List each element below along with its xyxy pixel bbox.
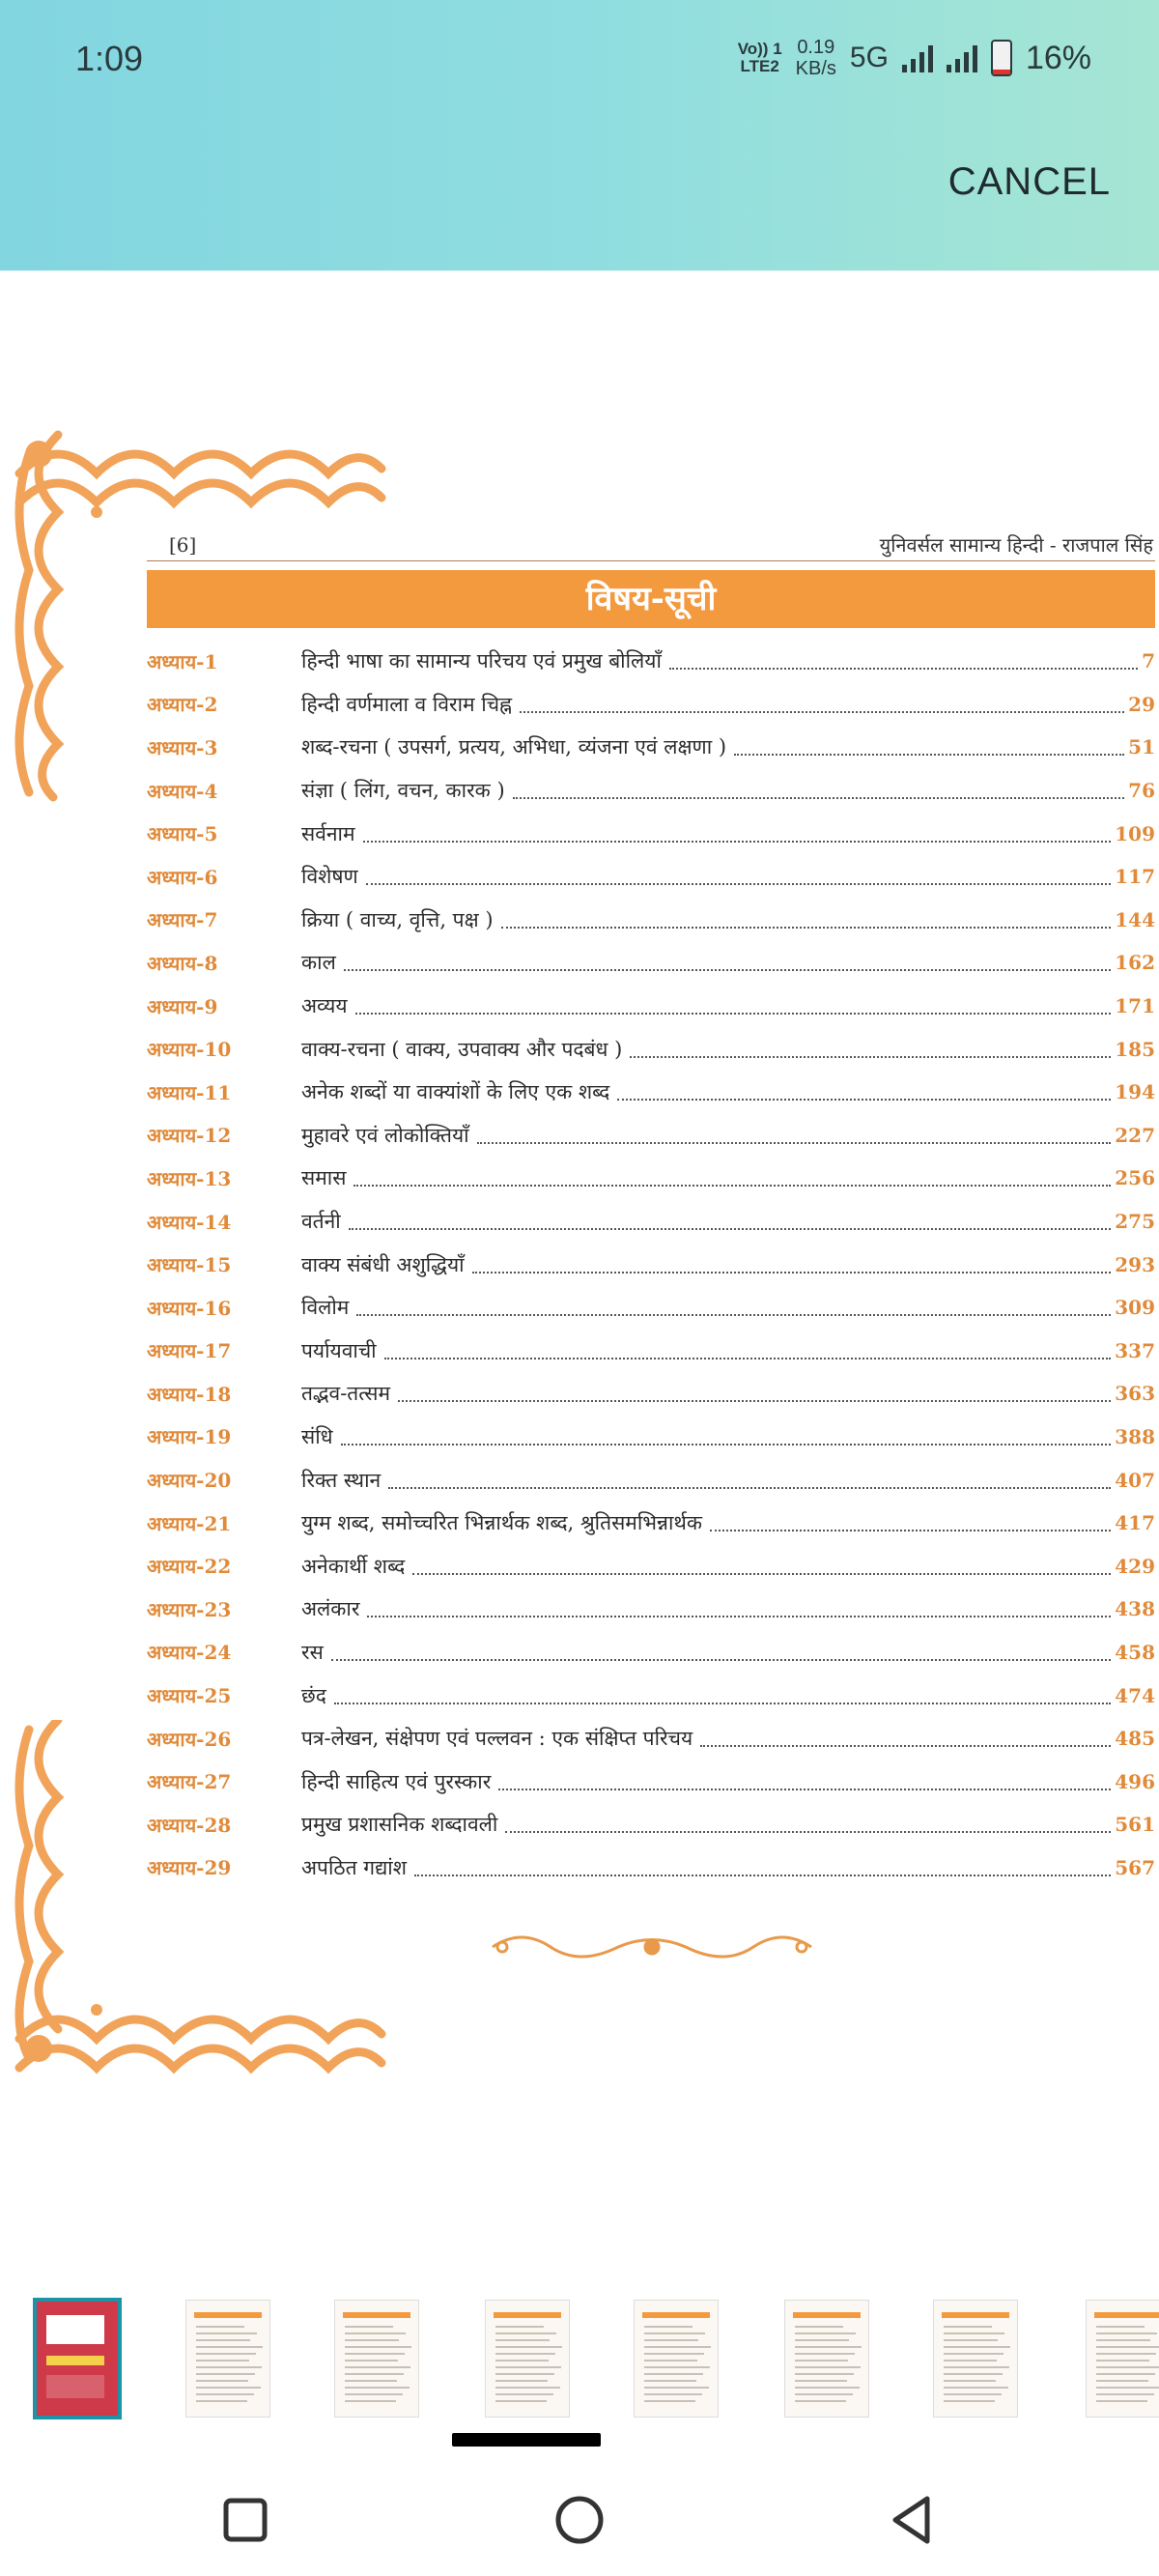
leader-dots — [355, 1013, 1112, 1015]
chapter-page: 388 — [1115, 1424, 1155, 1448]
leader-dots — [414, 1875, 1111, 1876]
table-of-contents — [147, 640, 1155, 1889]
toc-row — [147, 683, 1155, 727]
volte-indicator: Vo)) 1 LTE2 — [737, 40, 782, 75]
leader-dots — [513, 797, 1124, 799]
leader-dots — [366, 883, 1112, 885]
chapter-label: अध्याय-7 — [147, 908, 218, 932]
chapter-page: 227 — [1115, 1123, 1155, 1147]
page-thumbnail[interactable] — [1086, 2300, 1159, 2418]
network-type: 5G — [849, 42, 889, 73]
toc-row — [147, 1027, 1155, 1071]
chapter-title: प्रमुख प्रशासनिक शब्दावली — [301, 1813, 498, 1837]
toc-row — [147, 1114, 1155, 1158]
chapter-page: 194 — [1115, 1080, 1155, 1104]
chapter-page: 275 — [1115, 1210, 1155, 1234]
chapter-label: अध्याय-15 — [147, 1253, 232, 1277]
toc-row — [147, 1760, 1155, 1803]
home-icon[interactable] — [551, 2491, 608, 2549]
chapter-title: संधि — [301, 1424, 333, 1448]
chapter-title: वाक्य-रचना ( वाक्य, उपवाक्य और पदबंध ) — [301, 1037, 623, 1061]
toc-row — [147, 1674, 1155, 1717]
toc-row — [147, 1416, 1155, 1459]
chapter-page: 109 — [1115, 821, 1155, 845]
chapter-page: 51 — [1128, 735, 1155, 759]
chapter-page: 185 — [1115, 1037, 1155, 1061]
leader-dots — [498, 1789, 1111, 1790]
leader-dots — [700, 1745, 1111, 1747]
chapter-page: 309 — [1115, 1296, 1155, 1320]
chapter-title: शब्द-रचना ( उपसर्ग, प्रत्यय, अभिधा, व्यंजना एवं लक्षणा ) — [301, 735, 727, 759]
toc-row — [147, 1846, 1155, 1890]
chapter-title: हिन्दी वर्णमाला व विराम चिह्न — [301, 692, 513, 716]
chapter-title: अनेकार्थी शब्द — [301, 1554, 406, 1578]
chapter-label: अध्याय-18 — [147, 1382, 232, 1406]
page-thumbnail[interactable] — [634, 2300, 719, 2418]
leader-dots — [388, 1487, 1111, 1489]
chapter-page: 171 — [1115, 994, 1155, 1018]
chapter-label: अध्याय-11 — [147, 1080, 232, 1104]
leader-dots — [630, 1056, 1111, 1058]
chapter-title: सर्वनाम — [301, 821, 355, 845]
chapter-label: अध्याय-29 — [147, 1856, 232, 1880]
chapter-page: 117 — [1115, 865, 1155, 889]
chapter-label: अध्याय-22 — [147, 1555, 232, 1579]
drag-handle[interactable] — [452, 2433, 601, 2447]
chapter-page: 256 — [1115, 1166, 1155, 1190]
chapter-title: रिक्त स्थान — [301, 1468, 382, 1492]
chapter-label: अध्याय-8 — [147, 951, 218, 975]
chapter-label: अध्याय-21 — [147, 1511, 232, 1535]
cancel-button[interactable]: CANCEL — [947, 160, 1111, 203]
chapter-title: तद्भव-तत्सम — [301, 1382, 391, 1406]
header-rule — [147, 560, 1155, 561]
network-speed: 0.19 KB/s — [795, 37, 836, 79]
chapter-label: अध्याय-28 — [147, 1813, 232, 1837]
chapter-title: वाक्य संबंधी अशुद्धियाँ — [301, 1252, 465, 1276]
page-thumbnail[interactable] — [334, 2300, 419, 2418]
toc-row — [147, 941, 1155, 985]
leader-dots — [334, 1703, 1111, 1704]
chapter-label: अध्याय-14 — [147, 1210, 232, 1234]
chapter-label: अध्याय-2 — [147, 693, 218, 717]
chapter-page: 337 — [1115, 1338, 1155, 1362]
toc-row — [147, 640, 1155, 683]
leader-dots — [472, 1272, 1112, 1274]
chapter-label: अध्याय-27 — [147, 1770, 232, 1794]
chapter-label: अध्याय-24 — [147, 1641, 232, 1665]
chapter-label: अध्याय-16 — [147, 1296, 232, 1320]
leader-dots — [367, 1616, 1111, 1617]
chapter-label: अध्याय-10 — [147, 1038, 232, 1062]
battery-icon — [991, 40, 1012, 76]
leader-dots — [331, 1659, 1111, 1661]
chapter-label: अध्याय-20 — [147, 1469, 232, 1493]
chapter-label: अध्याय-25 — [147, 1684, 232, 1708]
chapter-label: अध्याय-17 — [147, 1339, 232, 1363]
chapter-page: 7 — [1142, 649, 1155, 673]
toc-row — [147, 1502, 1155, 1545]
navigation-bar — [0, 2474, 1159, 2576]
back-icon[interactable] — [884, 2491, 942, 2549]
chapter-label: अध्याय-4 — [147, 779, 218, 803]
toc-row — [147, 1330, 1155, 1373]
page-thumbnail[interactable] — [933, 2300, 1018, 2418]
chapter-page: 458 — [1115, 1640, 1155, 1664]
chapter-title: पत्र-लेखन, संक्षेपण एवं पल्लवन : एक संक्षिप्त परिचय — [301, 1727, 693, 1751]
chapter-page: 474 — [1115, 1683, 1155, 1707]
chapter-title: पर्यायवाची — [301, 1338, 377, 1362]
chapter-title: समास — [301, 1166, 347, 1190]
chapter-title: रस — [301, 1640, 324, 1664]
chapter-page: 162 — [1115, 951, 1155, 975]
chapter-title: अपठित गद्यांश — [301, 1855, 408, 1879]
chapter-title: क्रिया ( वाच्य, वृत्ति, पक्ष ) — [301, 907, 494, 931]
toc-row — [147, 855, 1155, 899]
chapter-page: 567 — [1115, 1855, 1155, 1879]
leader-dots — [520, 711, 1124, 713]
leader-dots — [398, 1400, 1111, 1402]
battery-percent: 16% — [1025, 39, 1091, 76]
chapter-title: काल — [301, 951, 336, 975]
chapter-label: अध्याय-13 — [147, 1166, 232, 1190]
toc-row — [147, 1588, 1155, 1631]
chapter-title: विलोम — [301, 1296, 350, 1320]
chapter-page: 496 — [1115, 1769, 1155, 1793]
chapter-title: संज्ञा ( लिंग, वचन, कारक ) — [301, 779, 505, 803]
chapter-label: अध्याय-5 — [147, 822, 218, 846]
leader-dots — [501, 927, 1112, 929]
chapter-page: 293 — [1115, 1252, 1155, 1276]
toc-row — [147, 1717, 1155, 1760]
flourish-ornament-icon — [483, 1923, 821, 1971]
chapter-page: 561 — [1115, 1813, 1155, 1837]
chapter-page: 76 — [1128, 779, 1155, 803]
leader-dots — [384, 1358, 1112, 1360]
toc-row — [147, 769, 1155, 813]
chapter-page: 407 — [1115, 1468, 1155, 1492]
chapter-page: 438 — [1115, 1597, 1155, 1621]
toc-row — [147, 1544, 1155, 1588]
toc-row — [147, 812, 1155, 855]
leader-dots — [669, 668, 1138, 670]
page-thumbnail[interactable] — [485, 2300, 570, 2418]
chapter-page: 485 — [1115, 1727, 1155, 1751]
status-time: 1:09 — [75, 39, 144, 78]
chapter-label: अध्याय-19 — [147, 1425, 232, 1449]
chapter-title: वर्तनी — [301, 1210, 341, 1234]
chapter-page: 29 — [1128, 692, 1155, 716]
leader-dots — [341, 1444, 1112, 1445]
chapter-title: हिन्दी साहित्य एवं पुरस्कार — [301, 1769, 492, 1793]
thumbnail-strip — [0, 2294, 1159, 2419]
leader-dots — [356, 1314, 1111, 1316]
leader-dots — [710, 1530, 1111, 1531]
status-icons — [738, 37, 1091, 79]
chapter-title: अव्यय — [301, 994, 348, 1018]
chapter-title: अनेक शब्दों या वाक्यांशों के लिए एक शब्द — [301, 1080, 610, 1104]
chapter-label: अध्याय-3 — [147, 735, 218, 759]
chapter-label: अध्याय-9 — [147, 994, 218, 1018]
signal-2-icon — [947, 43, 977, 72]
toc-row — [147, 1803, 1155, 1846]
chapter-title: हिन्दी भाषा का सामान्य परिचय एवं प्रमुख बोलियाँ — [301, 649, 662, 673]
chapter-label: अध्याय-23 — [147, 1597, 232, 1621]
chapter-title: विशेषण — [301, 865, 358, 889]
document-page[interactable] — [0, 415, 1159, 2116]
chapter-title: अलंकार — [301, 1597, 360, 1621]
signal-icon — [902, 43, 933, 72]
chapter-label: अध्याय-26 — [147, 1727, 232, 1751]
chapter-label: अध्याय-1 — [147, 649, 218, 673]
toc-row — [147, 1071, 1155, 1114]
chapter-page: 417 — [1115, 1511, 1155, 1535]
top-bar — [0, 0, 1159, 271]
chapter-page: 363 — [1115, 1382, 1155, 1406]
toc-row — [147, 899, 1155, 942]
leader-dots — [363, 841, 1112, 843]
toc-row — [147, 1458, 1155, 1502]
toc-row — [147, 1631, 1155, 1674]
page-number: [6] — [169, 533, 197, 557]
toc-row — [147, 726, 1155, 769]
page-thumbnail[interactable] — [33, 2298, 122, 2419]
page-thumbnail[interactable] — [185, 2300, 270, 2418]
toc-row — [147, 1200, 1155, 1244]
chapter-page: 429 — [1115, 1554, 1155, 1578]
toc-row — [147, 1243, 1155, 1286]
leader-dots — [353, 1185, 1111, 1187]
chapter-title: मुहावरे एवं लोकोक्तियाँ — [301, 1123, 469, 1147]
toc-row — [147, 1286, 1155, 1330]
leader-dots — [617, 1099, 1111, 1101]
leader-dots — [412, 1573, 1111, 1575]
chapter-label: अध्याय-12 — [147, 1124, 232, 1148]
toc-title: विषय-सूची — [147, 570, 1155, 628]
toc-row — [147, 985, 1155, 1028]
chapter-page: 144 — [1115, 907, 1155, 931]
toc-row — [147, 1372, 1155, 1416]
leader-dots — [477, 1142, 1112, 1144]
leader-dots — [734, 754, 1124, 756]
running-head: युनिवर्सल सामान्य हिन्दी - राजपाल सिंह — [879, 533, 1153, 557]
chapter-title: छंद — [301, 1683, 326, 1707]
toc-row — [147, 1157, 1155, 1200]
page-thumbnail[interactable] — [784, 2300, 869, 2418]
chapter-title: युग्म शब्द, समोच्चरित भिन्नार्थक शब्द, श्रुतिसमभिन्नार्थक — [301, 1511, 703, 1535]
chapter-label: अध्याय-6 — [147, 865, 218, 889]
leader-dots — [349, 1228, 1112, 1230]
recents-icon[interactable] — [216, 2491, 274, 2549]
leader-dots — [344, 969, 1111, 971]
leader-dots — [505, 1831, 1111, 1833]
